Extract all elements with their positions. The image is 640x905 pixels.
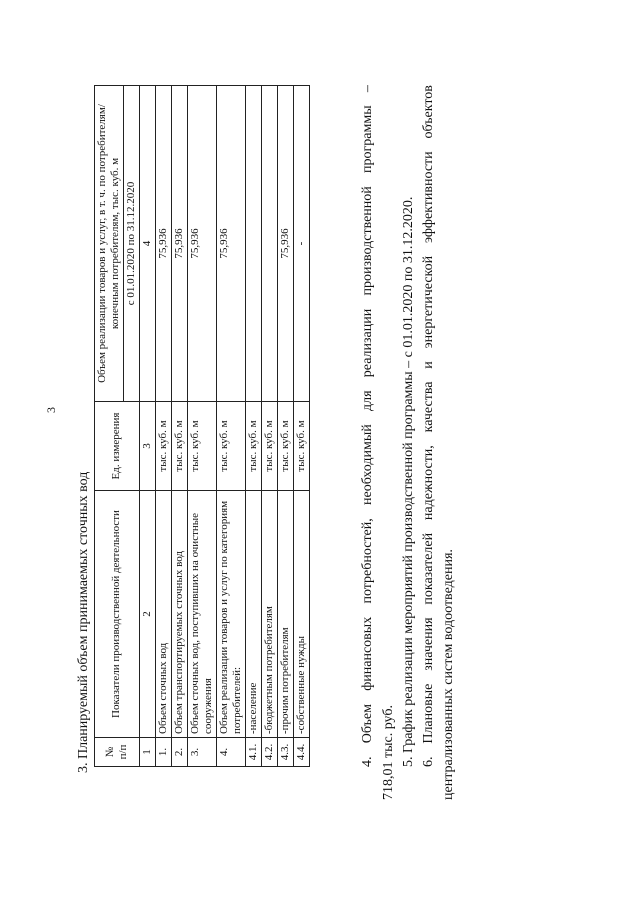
row-indicator: Объем транспортируемых сточных вод bbox=[171, 491, 187, 738]
p4-word: – bbox=[360, 85, 375, 93]
row-value: 75,936 bbox=[277, 86, 293, 402]
table-row bbox=[187, 86, 216, 767]
p6-word: Плановые bbox=[421, 683, 436, 744]
table-row bbox=[245, 86, 261, 767]
p6-word: эффективности bbox=[421, 151, 436, 244]
p4-word: производственной bbox=[360, 186, 375, 296]
page-number: 3 bbox=[44, 407, 58, 413]
p6-word: энергетической bbox=[421, 255, 436, 349]
column-number-row bbox=[139, 86, 155, 767]
p4-word: Объем bbox=[360, 704, 375, 744]
table-header-row bbox=[95, 86, 124, 767]
row-value bbox=[245, 86, 261, 402]
p4-word: реализации bbox=[360, 308, 375, 378]
paragraph-4-line-2: 718,01 тыс. руб. bbox=[381, 705, 396, 800]
p4-word: программы bbox=[360, 105, 375, 173]
p4-word: 4. bbox=[360, 756, 375, 767]
table-row bbox=[261, 86, 277, 767]
row-unit: тыс. куб. м bbox=[245, 402, 261, 491]
row-num: 4.2. bbox=[261, 738, 277, 767]
row-num: 1. bbox=[155, 738, 171, 767]
p6-word: качества bbox=[421, 381, 436, 433]
row-unit: тыс. куб. м bbox=[293, 402, 309, 491]
p6-word: надежности, bbox=[421, 445, 436, 521]
production-table bbox=[94, 85, 310, 767]
header-num: № п/п bbox=[95, 738, 140, 767]
p6-word: значения bbox=[421, 617, 436, 671]
row-value: 75,936 bbox=[171, 86, 187, 402]
paragraph-5: 5. График реализации мероприятий производственной программы – с 01.01.2020 по 31.12.2020. bbox=[401, 196, 416, 767]
row-value: 75,936 bbox=[216, 86, 245, 402]
p6-word: 6. bbox=[421, 756, 436, 767]
header-volume: Объем реализации товаров и услуг, в т. ч. по потребителям/ конечным потребителям, тыс. куб. м bbox=[95, 86, 124, 402]
paragraph-4-line-1 bbox=[360, 85, 376, 767]
row-indicator: Объем сточных вод bbox=[155, 491, 171, 738]
header-indicator: Показатели производственной деятельности bbox=[95, 491, 140, 738]
section-title: 3. Планируемый объем принимаемых сточных вод bbox=[76, 471, 91, 773]
row-value: 75,936 bbox=[187, 86, 216, 402]
row-value: 75,936 bbox=[155, 86, 171, 402]
row-num: 3. bbox=[187, 738, 216, 767]
p4-word: потребностей, bbox=[360, 518, 375, 604]
row-value bbox=[261, 86, 277, 402]
row-num: 4.4. bbox=[293, 738, 309, 767]
col-number: 2 bbox=[139, 491, 155, 738]
p4-word: финансовых bbox=[360, 616, 375, 691]
row-num: 4.1. bbox=[245, 738, 261, 767]
p6-word: объектов bbox=[421, 85, 436, 139]
row-unit: тыс. куб. м bbox=[171, 402, 187, 491]
row-value: - bbox=[293, 86, 309, 402]
row-indicator: -собственные нужды bbox=[293, 491, 309, 738]
col-number: 3 bbox=[139, 402, 155, 491]
table-row bbox=[293, 86, 309, 767]
p4-word: необходимый bbox=[360, 424, 375, 505]
row-indicator: Объем сточных вод, поступивших на очистные сооружения bbox=[187, 491, 216, 738]
col-number: 4 bbox=[139, 86, 155, 402]
p6-word: и bbox=[421, 361, 436, 369]
table-row bbox=[277, 86, 293, 767]
paragraph-6-line-1 bbox=[421, 85, 437, 767]
p6-word: показателей bbox=[421, 532, 436, 605]
row-unit: тыс. куб. м bbox=[155, 402, 171, 491]
row-unit: тыс. куб. м bbox=[187, 402, 216, 491]
row-unit: тыс. куб. м bbox=[261, 402, 277, 491]
row-indicator: -прочим потребителям bbox=[277, 491, 293, 738]
row-unit: тыс. куб. м bbox=[277, 402, 293, 491]
table-row bbox=[171, 86, 187, 767]
p4-word: для bbox=[360, 390, 375, 411]
table-row bbox=[216, 86, 245, 767]
row-num: 2. bbox=[171, 738, 187, 767]
col-number: 1 bbox=[139, 738, 155, 767]
row-indicator: -население bbox=[245, 491, 261, 738]
row-num: 4.3. bbox=[277, 738, 293, 767]
row-unit: тыс. куб. м bbox=[216, 402, 245, 491]
table-row bbox=[155, 86, 171, 767]
header-period: с 01.01.2020 по 31.12.2020 bbox=[123, 86, 139, 402]
row-indicator: -бюджетным потребителям bbox=[261, 491, 277, 738]
row-indicator: Объем реализации товаров и услуг по категориям потребителей: bbox=[216, 491, 245, 738]
header-unit: Ед. измерения bbox=[95, 402, 140, 491]
paragraph-6-line-2: централизованных систем водоотведения. bbox=[441, 549, 456, 800]
row-num: 4. bbox=[216, 738, 245, 767]
